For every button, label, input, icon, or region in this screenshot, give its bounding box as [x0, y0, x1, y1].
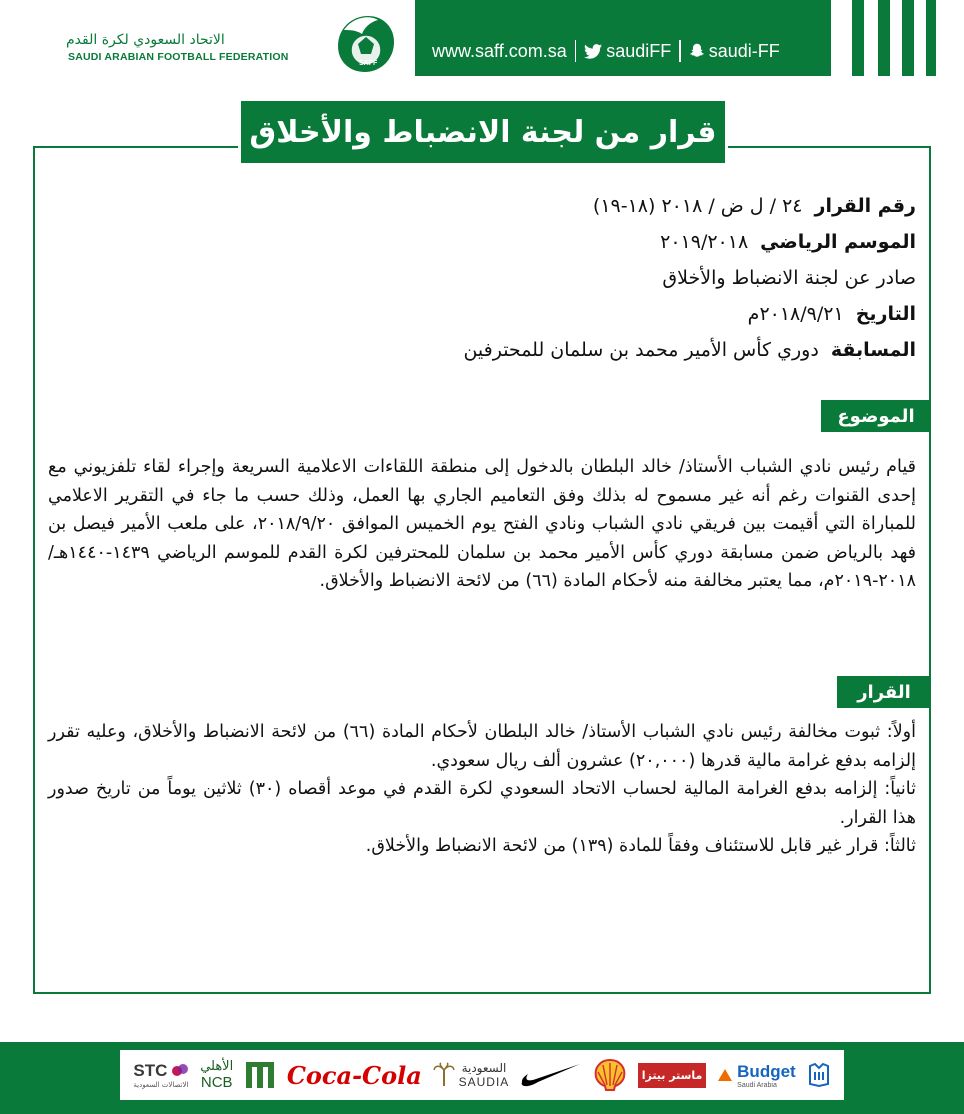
sponsor-shell — [593, 1059, 627, 1091]
sponsor-saudia — [433, 1061, 510, 1089]
twitter-link[interactable] — [584, 41, 671, 62]
saudia-en-text: SAUDIA — [458, 1075, 510, 1089]
shell-logo-icon — [593, 1059, 627, 1091]
saudia-palm-icon — [433, 1062, 455, 1088]
sponsor-ahli-ncb — [200, 1059, 233, 1091]
sponsor-budget — [717, 1062, 796, 1089]
meta-value: صادر عن لجنة الانضباط والأخلاق — [662, 267, 916, 289]
website-link[interactable]: www.saff.com.sa — [432, 40, 567, 61]
meta-label: الموسم الرياضي — [760, 231, 916, 253]
sponsor-ncb-mark — [244, 1060, 276, 1090]
meta-label: التاريخ — [855, 303, 916, 325]
page-title: قرار من لجنة الانضباط والأخلاق — [249, 114, 717, 150]
decision-metadata — [376, 188, 916, 368]
header-green-bar — [415, 0, 831, 76]
header-stripe — [852, 0, 864, 76]
federation-name-en: SAUDI ARABIAN FOOTBALL FEDERATION — [68, 51, 289, 63]
budget-logo-text: Budget — [737, 1061, 796, 1081]
meta-value: ٢٠١٨/٩/٢١م — [747, 303, 844, 325]
meta-value: ٢٠١٩/٢٠١٨ — [660, 231, 749, 253]
twitter-icon — [584, 44, 602, 59]
snapchat-handle: saudi-FF — [708, 40, 780, 61]
federation-name-ar: الاتحاد السعودي لكرة القدم — [66, 32, 225, 48]
meta-decision-number — [376, 188, 916, 224]
decision-item-third: ثالثاً: قرار غير قابل للاستئناف وفقاً للمادة (١٣٩) من لائحة الانضباط والأخلاق. — [365, 836, 916, 856]
sponsor-panel — [120, 1050, 844, 1100]
decision-text — [48, 718, 916, 861]
subject-text: قيام رئيس نادي الشباب الأستاذ/ خالد البلطان بالدخول إلى منطقة اللقاءات الاعلامية السريعة وإجراء لقاء تلفزيوني مع إحدى القنوات رغم أنه غير مسموح له بذلك وفق التعاميم الجاري بها العمل، وذلك حسب ما جاء في التقرير الاعلامي للمباراة التي أقيمت بين فريقي نادي الشباب ونادي الفتح يوم الخميس الموافق ٢٠١٨/٩/٢٠، على ملعب الأمير فيصل بن فهد بالرياض ضمن مسابقة دوري كأس الأمير محمد بن سلمان للمحترفين لكرة القدم للموسم الرياضي ١٤٣٩-١٤٤٠هـ/ ٢٠١٨-٢٠١٩م، مما يعتبر مخالفة منه لأحكام المادة (٦٦) من لائحة الانضباط والأخلاق. — [48, 457, 916, 591]
meta-competition — [376, 332, 916, 368]
meta-label: المسابقة — [830, 339, 916, 361]
meta-season — [376, 224, 916, 260]
sponsor-stc — [133, 1061, 189, 1089]
meta-label: رقم القرار — [814, 195, 916, 217]
saff-emblem-icon — [330, 10, 400, 76]
decision-heading: القرار — [837, 676, 931, 708]
sponsor-mark-icon — [807, 1062, 831, 1088]
header-stripe — [902, 0, 914, 76]
title-banner — [238, 98, 728, 166]
meta-issuer — [376, 260, 916, 296]
nike-swoosh-icon — [520, 1062, 582, 1088]
header — [0, 0, 964, 76]
divider — [679, 40, 681, 62]
budget-subtitle: Saudi Arabia — [737, 1081, 777, 1089]
sponsor-cocacola — [287, 1061, 422, 1090]
decision-item-first: أولاً: ثبوت مخالفة رئيس نادي الشباب الأستاذ/ خالد البلطان لأحكام المادة (٦٦) من لائحة الانضباط والأخلاق، وعليه تقرر إلزامه بدفع غرامة مالية قدرها (٢٠,٠٠٠) عشرون ألف ريال سعودي. — [48, 722, 916, 771]
header-links — [432, 40, 780, 62]
stc-logo-text: STC — [133, 1061, 168, 1080]
ahli-logo-text: الأهلي — [200, 1059, 234, 1074]
stc-logo-icon — [171, 1062, 189, 1080]
ncb-logo-text: NCB — [200, 1074, 233, 1091]
budget-logo-icon — [717, 1068, 733, 1082]
masterpizza-logo-text: ماستر بيتزا — [638, 1063, 707, 1088]
header-stripe — [926, 0, 936, 76]
snapchat-icon — [689, 43, 705, 59]
cocacola-logo-text: Coca-Cola — [286, 1060, 422, 1090]
sponsor-misc-mark — [807, 1062, 831, 1088]
divider — [575, 40, 577, 62]
sponsor-masterpizza — [638, 1063, 707, 1088]
stc-subtitle: الاتصالات السعودية — [133, 1081, 189, 1089]
snapchat-link[interactable] — [689, 41, 780, 62]
saudia-ar-text: السعودية — [461, 1061, 507, 1075]
meta-date — [376, 296, 916, 332]
meta-value: ٢٤ / ل ض / ٢٠١٨ (١٨-١٩) — [592, 195, 803, 217]
sponsor-nike — [520, 1062, 582, 1088]
ncb-mark-icon — [244, 1060, 276, 1090]
decision-item-second: ثانياً: إلزامه بدفع الغرامة المالية لحساب الاتحاد السعودي لكرة القدم في موعد أقصاه (٣٠) ثلاثين يوماً من تاريخ صدور هذا القرار. — [48, 779, 916, 828]
subject-heading: الموضوع — [821, 400, 931, 432]
meta-value: دوري كأس الأمير محمد بن سلمان للمحترفين — [463, 339, 819, 361]
twitter-handle: saudiFF — [606, 40, 672, 61]
header-stripe — [878, 0, 890, 76]
emblem-text: SAFF — [359, 60, 378, 67]
